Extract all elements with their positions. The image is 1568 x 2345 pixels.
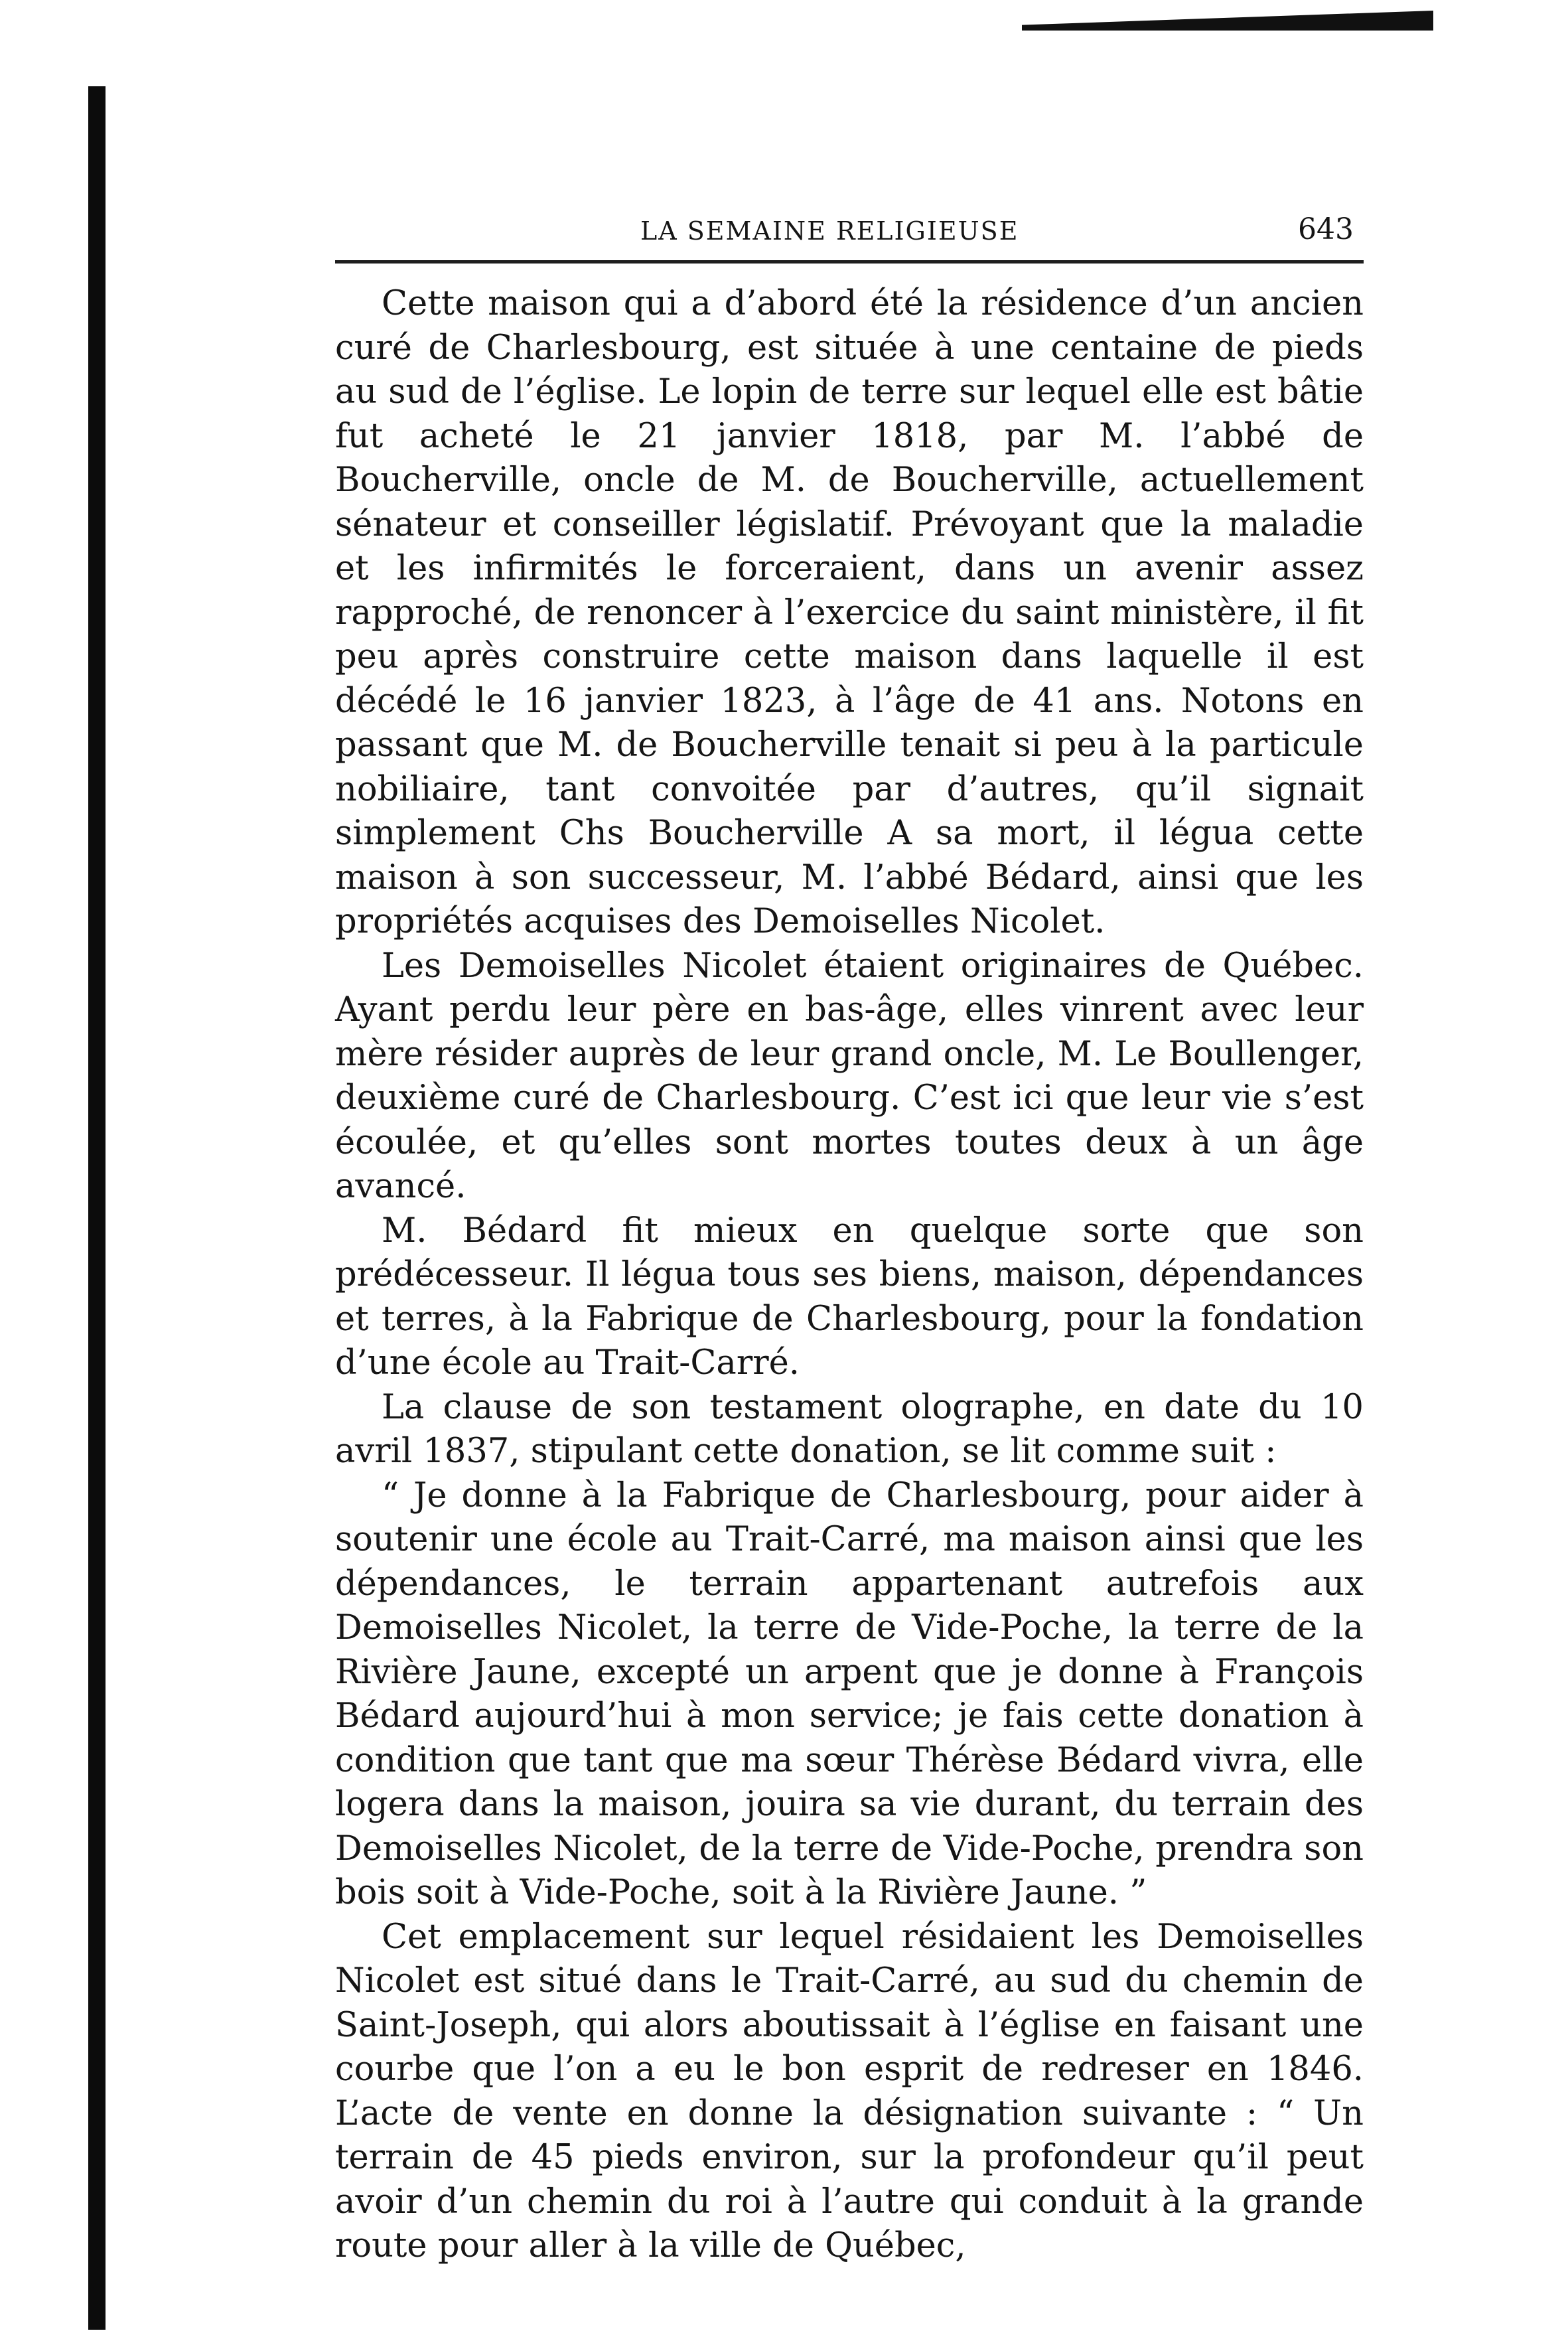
page-number: 643 <box>1298 212 1354 246</box>
document-page <box>335 212 1364 2269</box>
paragraph: Les Demoiselles Nicolet étaient originaires de Québec. Ayant perdu leur père en bas-âge, elles vinrent avec leur mère résider auprès de leur grand oncle, M. Le Boullenger, deuxième curé de Charlesbourg. C’est ici que leur vie s’est écoulée, et qu’elles sont mortes toutes deux à un âge avancé. <box>335 946 1364 1206</box>
paragraph: M. Bédard fit mieux en quelque sorte que son prédécesseur. Il légua tous ses biens, maison, dépendances et terres, à la Fabrique de Charlesbourg, pour la fondation d’une école au Trait-Carré. <box>335 1211 1364 1383</box>
scan-edge-shadow-left <box>88 86 106 2330</box>
running-title: LA SEMAINE RELIGIEUSE <box>640 216 1019 246</box>
paragraph: Cet emplacement sur lequel résidaient les Demoiselles Nicolet est situé dans le Trait-Carré, au sud du chemin de Saint-Joseph, qui alors aboutissait à l’église en faisant une courbe que l’on a eu le bon esprit de redreser en 1846. L’acte de vente en donne la désignation suivante : “ Un terrain de 45 pieds environ, sur la profondeur qu’il peut avoir d’un chemin du roi à l’autre qui conduit à la grande route pour aller à la ville de Québec, <box>335 1917 1364 2265</box>
quoted-paragraph: “ Je donne à la Fabrique de Charlesbourg, pour aider à soutenir une école au Trait-Carré, ma maison ainsi que les dépendances, le terrain appartenant autrefois aux Demoiselles Nicolet, la terre de Vide-Poche, la terre de la Rivière Jaune, excepté un arpent que je donne à François Bédard aujourd’hui à mon service; je fais cette donation à condition que tant que ma sœur Thérèse Bédard vivra, elle logera dans la maison, jouira sa vie durant, du terrain des Demoiselles Nicolet, de la terre de Vide-Poche, prendra son bois soit à Vide-Poche, soit à la Rivière Jaune. ” <box>335 1475 1364 1912</box>
paragraph: Cette maison qui a d’abord été la résidence d’un ancien curé de Charlesbourg, est située à une centaine de pieds au sud de l’église. Le lopin de terre sur lequel elle est bâtie fut acheté le 21 janvier 1818, par M. l’abbé de Boucherville, oncle de M. de Boucherville, actuellement sénateur et conseiller législatif. Prévoyant que la maladie et les infirmités le forceraient, dans un avenir assez rapproché, de renoncer à l’exercice du saint ministère, il fit peu après construire cette maison dans laquelle il est décédé le 16 janvier 1823, à l’âge de 41 ans. Notons en passant que M. de Boucherville tenait si peu à la particule nobiliaire, tant convoitée par d’autres, qu’il signait simplement Chs Boucherville A sa mort, il légua cette maison à son successeur, M. l’abbé Bédard, ainsi que les propriétés acquises des Demoiselles Nicolet. <box>335 284 1364 941</box>
paragraph: La clause de son testament olographe, en date du 10 avril 1837, stipulant cette donation, se lit comme suit : <box>335 1387 1364 1471</box>
running-head <box>335 212 1364 260</box>
scan-edge-shadow-top <box>1022 11 1433 31</box>
body-text <box>335 282 1364 2269</box>
header-rule <box>335 260 1364 264</box>
